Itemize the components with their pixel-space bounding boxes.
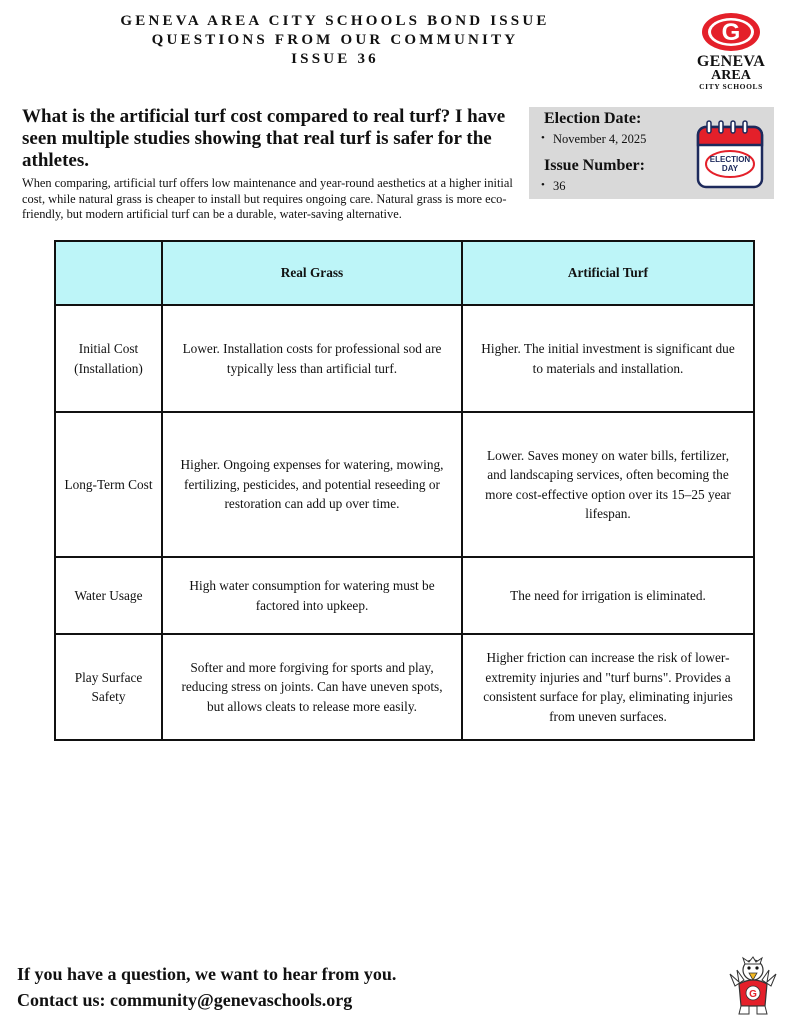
real-grass-cell: Higher. Ongoing expenses for watering, mowing, fertilizing, pesticides, and potential reseeding or restoration can add up over time. [162,412,462,557]
election-date-label: Election Date: [544,110,642,127]
answer-paragraph: When comparing, artificial turf offers low maintenance and year-round aesthetics at a higher initial cost, while natural grass is cheaper to install but requires ongoing care. Natural grass is more eco-friendly, but modern artificial turf can be a durable, water-saving alternative. [22,176,513,222]
table-row [55,412,754,557]
calendar-text-1: ELECTION [709,155,751,164]
logo-line-2: AREA [711,68,751,83]
footer-contact-line: Contact us: community@genevaschools.org [17,990,353,1010]
artificial-turf-cell: The need for irrigation is eliminated. [462,557,754,634]
table-row [55,557,754,634]
logo-letter: G [721,19,741,46]
question-heading: What is the artificial turf cost compared to real turf? I have seen multiple studies showing that real turf is safer for the athletes. [22,106,506,171]
row-label: Water Usage [55,557,162,634]
issue-number-value: • 36 [553,179,566,194]
school-logo [676,12,786,92]
election-calendar-icon [696,119,764,189]
row-label: Long-Term Cost [55,412,162,557]
header-line-1: GENEVA AREA CITY SCHOOLS BOND ISSUE [120,13,550,29]
row-label: Initial Cost (Installation) [55,305,162,412]
table-header-cell: Real Grass [162,241,462,305]
table-header-cell: Artificial Turf [462,241,754,305]
header-line-3: ISSUE 36 [291,51,379,67]
contact-footer [17,961,396,1013]
artificial-turf-cell: Lower. Saves money on water bills, fertilizer, and landscaping services, often becoming the more cost-effective option over its 15–25 year lifespan. [462,412,754,557]
footer-line-1: If you have a question, we want to hear from you. [17,964,397,984]
eagle-mascot-icon [729,956,777,1016]
artificial-turf-cell: Higher friction can increase the risk of lower-extremity injuries and "turf burns". Provides a consistent surface for play, eliminating injuries from uneven surfaces. [462,634,754,740]
election-info-box [529,107,774,199]
logo-line-1: GENEVA [696,53,766,70]
table-row [55,634,754,740]
issue-number-label: Issue Number: [544,157,645,174]
logo-line-3: CITY SCHOOLS [699,82,763,91]
table-header-cell [55,241,162,305]
artificial-turf-cell: Higher. The initial investment is significant due to materials and installation. [462,305,754,412]
mascot-letter: G [749,989,757,1000]
turf-comparison-table [54,240,755,741]
table-row [55,305,754,412]
real-grass-cell: High water consumption for watering must be factored into upkeep. [162,557,462,634]
header-line-2: QUESTIONS FROM OUR COMMUNITY [151,32,519,48]
real-grass-cell: Softer and more forgiving for sports and play, reducing stress on joints. Can have uneven spots, but allows cleats to release more easily. [162,634,462,740]
page-header [0,12,670,69]
real-grass-cell: Lower. Installation costs for professional sod are typically less than artificial turf. [162,305,462,412]
row-label: Play Surface Safety [55,634,162,740]
election-date-value: • November 4, 2025 [553,132,646,147]
g-logo-icon [701,12,761,52]
table-header-row [55,241,754,305]
calendar-text-2: DAY [721,164,739,173]
